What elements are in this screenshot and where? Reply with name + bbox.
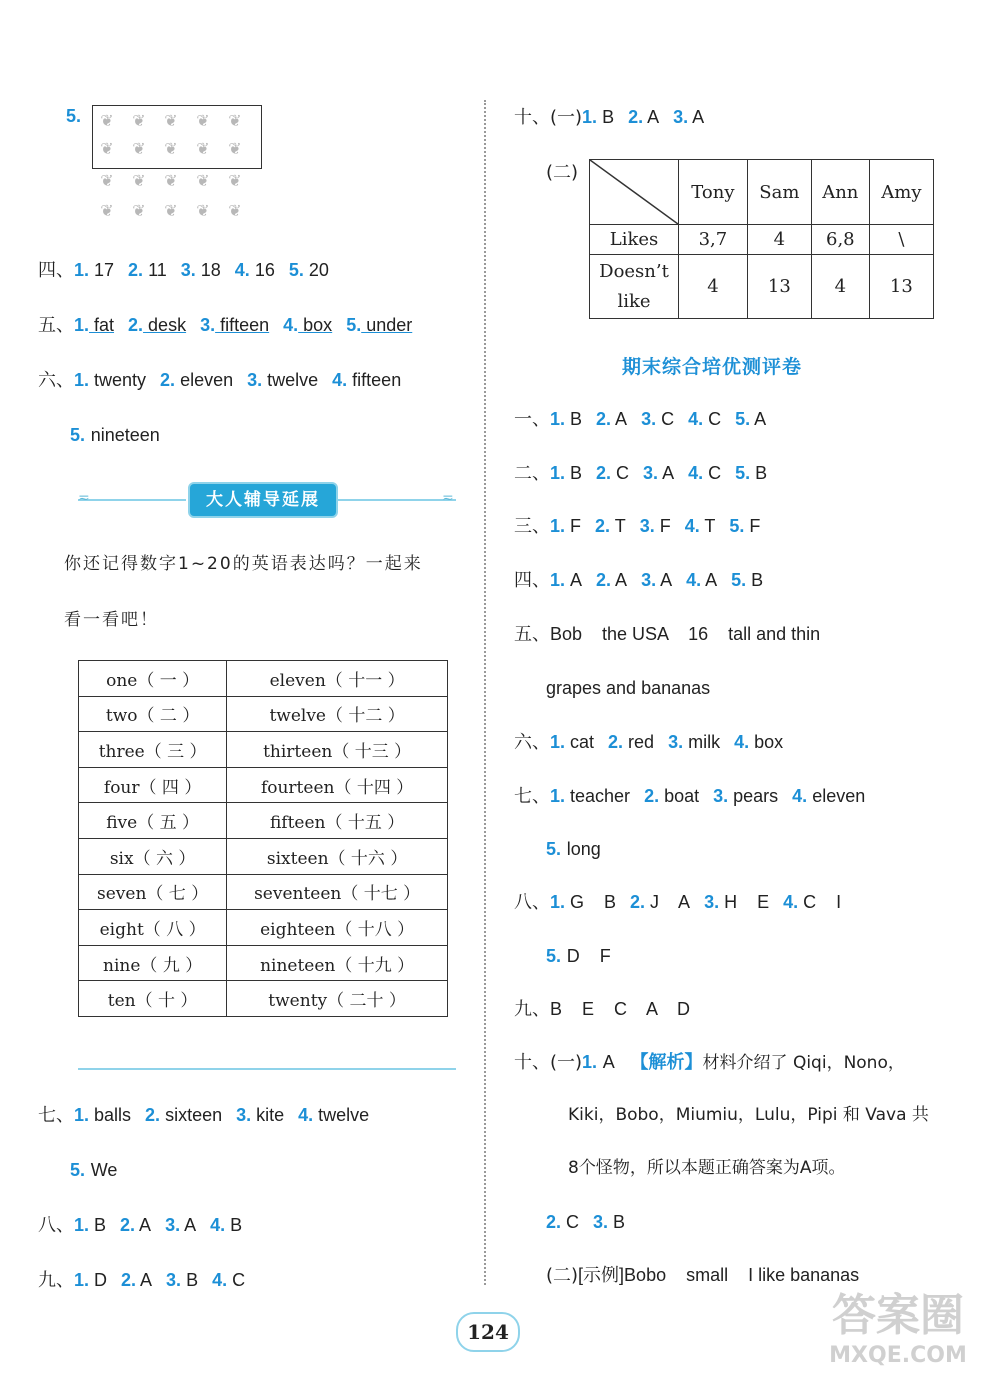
swan-icon: ❦ — [196, 139, 210, 158]
answer-text: fifteen — [215, 315, 270, 335]
table-row — [79, 910, 448, 946]
answer-text: A — [688, 107, 705, 127]
answer-number: 4. — [298, 1105, 314, 1125]
right-e8: 八、1. G B 2. J A 3. H E 4. C I — [514, 892, 842, 913]
table-row — [79, 767, 448, 803]
answer-number: 3. — [200, 315, 216, 335]
flourish-right-icon: ≂ — [442, 490, 454, 506]
answer-number: 1. — [550, 732, 566, 752]
answer-text: B — [565, 463, 583, 483]
swan-icon: ❦ — [164, 111, 178, 130]
intro-line1: 你还记得数字1~20的英语表达吗？一起来 — [64, 554, 423, 574]
answer-number: 3. — [593, 1212, 609, 1232]
answer-text: twelve — [262, 370, 319, 390]
answer-number: 3. — [165, 1215, 181, 1235]
answer-text: T — [610, 516, 626, 536]
table-row — [79, 981, 448, 1017]
answer-number: 2. — [644, 786, 660, 806]
table-cell: seven（ 七 ） — [79, 874, 227, 910]
answer-number: 1. — [550, 892, 566, 912]
table-cell: twelve（ 十二 ） — [227, 696, 448, 732]
table-cell: thirteen（ 十三 ） — [227, 732, 448, 768]
answer-item — [546, 1212, 579, 1233]
answer-item — [247, 370, 318, 391]
right-q10-1: 十、(一)1. B 2. A 3. A — [514, 107, 705, 128]
answer-item — [74, 315, 114, 336]
answer-text: boat — [659, 786, 700, 806]
explanation-line2: Kiki，Bobo，Miumiu，Lulu，Pipi 和 Vava 共 — [568, 1105, 929, 1125]
answer-text: A — [611, 409, 628, 429]
answer-item — [735, 409, 766, 430]
answer-number: 1. — [74, 370, 90, 390]
answer-item — [128, 260, 167, 281]
answer-number: 1. — [550, 409, 566, 429]
swan-icon: ❦ — [132, 111, 146, 130]
answer-number: 4. — [234, 260, 250, 280]
answer-item — [74, 260, 114, 281]
answer-item — [735, 463, 767, 484]
left-q5: 五、1. fat 2. desk 3. fifteen 4. box 5. under — [38, 315, 413, 336]
answer-text: 18 — [195, 260, 221, 280]
answer-item — [160, 370, 233, 391]
answer-number: 3. — [641, 570, 657, 590]
survey-header: Sam — [747, 160, 811, 225]
left-q4: 四、1. 17 2. 11 3. 18 4. 16 5. 20 — [38, 260, 329, 281]
answer-item — [120, 1215, 151, 1236]
answer-item — [346, 315, 412, 336]
answer-item — [673, 107, 704, 128]
answer-text: B — [225, 1215, 243, 1235]
swan-icon: ❦ — [228, 201, 242, 220]
survey-cell: 4 — [747, 225, 811, 255]
answer-text: B — [608, 1212, 626, 1232]
swan-icon: ❦ — [228, 139, 242, 158]
answer-text: B — [746, 570, 764, 590]
swan-icon: ❦ — [100, 139, 114, 158]
section-title: 期末综合培优测评卷 — [622, 356, 803, 378]
answer-text: B — [565, 409, 583, 429]
answer-text: F — [654, 516, 671, 536]
right-e5-line2: grapes and bananas — [546, 678, 711, 698]
answer-item — [596, 570, 627, 591]
answer-text: balls — [89, 1105, 132, 1125]
table-cell: twenty（ 二十 ） — [227, 981, 448, 1017]
swan-icon: ❦ — [196, 171, 210, 190]
answer-text: J A — [645, 892, 691, 912]
answer-item — [212, 1270, 245, 1291]
answer-item — [641, 409, 674, 430]
answer-item — [298, 1105, 369, 1126]
answer-text: box — [749, 732, 784, 752]
answer-number: 5. — [729, 516, 745, 536]
answer-item — [596, 463, 629, 484]
survey-corner — [590, 160, 679, 225]
answer-item — [145, 1105, 222, 1126]
answer-number: 5. — [735, 409, 751, 429]
swan-icon: ❦ — [132, 201, 146, 220]
answer-item — [74, 370, 146, 391]
answer-text: B — [89, 1215, 107, 1235]
answer-item — [235, 260, 275, 281]
table-cell: four（ 四 ） — [79, 767, 227, 803]
answer-text: A — [611, 570, 628, 590]
answer-number: 2. — [120, 1215, 136, 1235]
answer-item — [74, 1270, 107, 1291]
right-e1: 一、1. B 2. A 3. C 4. C 5. A — [514, 409, 767, 430]
right-e9: 九、B E C A D — [514, 999, 691, 1020]
answer-item — [181, 260, 221, 281]
analysis-tag: 【解析】 — [630, 1052, 703, 1073]
survey-header: Amy — [869, 160, 933, 225]
table-cell: ten（ 十 ） — [79, 981, 227, 1017]
watermark: 答案圈 MXQE.COM — [829, 1290, 967, 1368]
table-row — [79, 696, 448, 732]
answer-number: 1. — [550, 463, 566, 483]
answer-text: C I — [798, 892, 842, 912]
answer-number: 2. — [145, 1105, 161, 1125]
answer-item — [792, 786, 865, 807]
answer-text: F — [744, 516, 761, 536]
answer-number: 5. — [288, 260, 304, 280]
table-row — [79, 661, 448, 697]
left-q6: 六、1. twenty 2. eleven 3. twelve 4. fifteen — [38, 370, 402, 391]
answer-item — [550, 892, 616, 913]
right-e3: 三、1. F 2. T 3. F 4. T 5. F — [514, 516, 761, 537]
answer-text: red — [623, 732, 655, 752]
banner-end-line — [78, 1058, 456, 1070]
answer-text: H E — [719, 892, 770, 912]
answer-item — [640, 516, 671, 537]
table-cell: three（ 三 ） — [79, 732, 227, 768]
right-e2: 二、1. B 2. C 3. A 4. C 5. B — [514, 463, 768, 484]
answer-item — [582, 107, 614, 128]
table-cell: five（ 五 ） — [79, 803, 227, 839]
swan-icon: ❦ — [196, 201, 210, 220]
survey-cell: 13 — [747, 255, 811, 319]
answer-item — [236, 1105, 284, 1126]
table-cell: eight（ 八 ） — [79, 910, 227, 946]
answer-number: 2. — [128, 315, 144, 335]
answer-number: 4. — [283, 315, 299, 335]
answer-item — [166, 1270, 198, 1291]
answer-number: 4. — [783, 892, 799, 912]
answer-text: twelve — [313, 1105, 370, 1125]
survey-header: Ann — [811, 160, 869, 225]
right-e8-line2: 5. D F — [546, 946, 611, 966]
answer-text: C — [611, 463, 630, 483]
answer-text: teacher — [565, 786, 631, 806]
answer-text: 20 — [303, 260, 329, 280]
answer-item — [608, 732, 654, 753]
survey-cell: 3,7 — [679, 225, 748, 255]
answer-text: G B — [565, 892, 617, 912]
right-e6: 六、1. cat 2. red 3. milk 4. box — [514, 732, 784, 753]
answer-item — [283, 315, 332, 336]
answer-text: A — [565, 570, 583, 590]
answer-text: kite — [251, 1105, 285, 1125]
answer-item — [128, 315, 186, 336]
table-row — [79, 874, 448, 910]
answer-item — [200, 315, 269, 336]
answer-item — [550, 786, 630, 807]
answer-item — [644, 786, 699, 807]
left-q6-line2: 5. nineteen — [70, 425, 160, 445]
answer-text: twenty — [89, 370, 147, 390]
table-cell: nineteen（ 十九 ） — [227, 945, 448, 981]
table-cell: two（ 二 ） — [79, 696, 227, 732]
flourish-left-icon: ≂ — [78, 490, 90, 506]
answer-number: 2. — [596, 463, 612, 483]
answer-number: 5. — [735, 463, 751, 483]
answer-item — [686, 570, 717, 591]
answer-number: 1. — [550, 570, 566, 590]
answer-item — [595, 516, 626, 537]
table-row — [79, 838, 448, 874]
answer-item — [210, 1215, 242, 1236]
table-cell: eighteen（ 十八 ） — [227, 910, 448, 946]
left-q7-line2: 5. We — [70, 1160, 118, 1180]
table-row — [79, 945, 448, 981]
answer-text: B — [750, 463, 768, 483]
answer-item — [713, 786, 778, 807]
table-row — [79, 803, 448, 839]
answer-number: 4. — [792, 786, 808, 806]
numbers-table — [78, 660, 448, 1017]
answer-item — [121, 1270, 152, 1291]
table-cell: fourteen（ 十四 ） — [227, 767, 448, 803]
answer-number: 4. — [688, 463, 704, 483]
answer-text: D — [89, 1270, 108, 1290]
answer-number: 2. — [546, 1212, 562, 1232]
answer-number: 3. — [643, 463, 659, 483]
right-e5: 五、Bob the USA 16 tall and thin — [514, 624, 821, 645]
answer-text: C — [656, 409, 675, 429]
answer-item — [628, 107, 659, 128]
answer-number: 2. — [595, 516, 611, 536]
answer-text: under — [361, 315, 413, 335]
answer-number: 2. — [596, 570, 612, 590]
answer-text: box — [298, 315, 333, 335]
answer-text: A — [643, 107, 660, 127]
answer-text: C — [703, 463, 722, 483]
answer-text: eleven — [807, 786, 866, 806]
table-cell: eleven（ 十一 ） — [227, 661, 448, 697]
survey-cell: 4 — [811, 255, 869, 319]
answer-number: 4. — [212, 1270, 228, 1290]
column-divider — [484, 100, 486, 1285]
intro-line2: 看一看吧！ — [64, 610, 159, 630]
left-q9: 九、1. D 2. A 3. B 4. C — [38, 1270, 246, 1291]
table-cell: one（ 一 ） — [79, 661, 227, 697]
answer-number: 1. — [550, 786, 566, 806]
answer-item — [783, 892, 841, 913]
answer-number: 4. — [734, 732, 750, 752]
answer-number: 5. — [346, 315, 362, 335]
q5-label: 5. — [66, 106, 82, 126]
explanation-line3: 8个怪物，所以本题正确答案为A项。 — [568, 1158, 846, 1178]
swan-icon: ❦ — [196, 111, 210, 130]
answer-number: 1. — [74, 1105, 90, 1125]
left-q7: 七、1. balls 2. sixteen 3. kite 4. twelve — [38, 1105, 370, 1126]
answer-item — [332, 370, 401, 391]
answer-number: 1. — [74, 315, 90, 335]
answer-text: A — [750, 409, 767, 429]
answer-item — [289, 260, 329, 281]
answer-text: eleven — [175, 370, 234, 390]
answer-number: 2. — [121, 1270, 137, 1290]
answer-item — [596, 409, 627, 430]
answer-text: A — [180, 1215, 197, 1235]
banner-label: 大人辅导延展 — [188, 482, 338, 518]
answer-item — [593, 1212, 625, 1233]
answer-number: 1. — [582, 107, 598, 127]
answer-text: B — [181, 1270, 199, 1290]
answer-item — [685, 516, 716, 537]
answer-number: 2. — [128, 260, 144, 280]
survey-cell: 13 — [869, 255, 933, 319]
survey-row-label: Likes — [590, 225, 679, 255]
answer-number: 4. — [688, 409, 704, 429]
answer-number: 4. — [684, 516, 700, 536]
answer-item — [165, 1215, 196, 1236]
answer-text: fat — [89, 315, 115, 335]
swan-icon: ❦ — [100, 201, 114, 220]
right-e7: 七、1. teacher 2. boat 3. pears 4. eleven — [514, 786, 866, 807]
answer-text: sixteen — [160, 1105, 223, 1125]
answer-number: 1. — [74, 1270, 90, 1290]
answer-item — [641, 570, 672, 591]
answer-item — [729, 516, 760, 537]
answer-item — [704, 892, 769, 913]
table-cell: fifteen（ 十五 ） — [227, 803, 448, 839]
answer-number: 3. — [713, 786, 729, 806]
answer-number: 1. — [550, 516, 566, 536]
answer-number: 3. — [673, 107, 689, 127]
answer-item — [643, 463, 674, 484]
answer-text: desk — [143, 315, 187, 335]
answer-number: 3. — [639, 516, 655, 536]
answer-item — [550, 409, 582, 430]
answer-item — [668, 732, 720, 753]
answer-number: 2. — [160, 370, 176, 390]
answer-text: A — [136, 1270, 153, 1290]
answer-number: 2. — [630, 892, 646, 912]
table-cell: six（ 六 ） — [79, 838, 227, 874]
answer-number: 3. — [166, 1270, 182, 1290]
table-row — [79, 732, 448, 768]
answer-text: A — [658, 463, 675, 483]
answer-number: 4. — [210, 1215, 226, 1235]
right-e10-items — [546, 1210, 639, 1235]
answer-text: A — [656, 570, 673, 590]
right-e10-2: (二)[示例]Bobo small I like bananas — [546, 1265, 860, 1286]
answer-text: F — [565, 516, 582, 536]
answer-number: 4. — [332, 370, 348, 390]
answer-number: 4. — [686, 570, 702, 590]
swan-icon: ❦ — [164, 171, 178, 190]
swan-icon: ❦ — [164, 139, 178, 158]
answer-item — [550, 570, 582, 591]
survey-table — [589, 159, 934, 319]
answer-item — [74, 1215, 106, 1236]
page-number: 124 — [456, 1312, 520, 1352]
survey-row-label: Doesn’t like — [590, 255, 679, 319]
answer-item — [550, 732, 594, 753]
answer-text: 11 — [143, 260, 167, 280]
answer-number: 2. — [596, 409, 612, 429]
answer-text: C — [561, 1212, 580, 1232]
swan-icon: ❦ — [100, 171, 114, 190]
answer-item — [74, 1105, 131, 1126]
answer-text: A — [701, 570, 718, 590]
left-q8: 八、1. B 2. A 3. A 4. B — [38, 1215, 243, 1236]
table-cell: sixteen（ 十六 ） — [227, 838, 448, 874]
right-e10-1: 十、(一)1. A 【解析】材料介绍了 Qiqi，Nono， — [514, 1052, 905, 1073]
survey-cell: 4 — [679, 255, 748, 319]
answer-text: A — [135, 1215, 152, 1235]
answer-number: 2. — [628, 107, 644, 127]
q10-2-label: (二) — [546, 162, 579, 183]
answer-item — [688, 463, 721, 484]
answer-number: 3. — [641, 409, 657, 429]
right-e7-line2: 5. long — [546, 839, 601, 859]
answer-item — [550, 463, 582, 484]
answer-item — [734, 732, 783, 753]
right-e4: 四、1. A 2. A 3. A 4. A 5. B — [514, 570, 764, 591]
swan-icon: ❦ — [100, 111, 114, 130]
swan-icon: ❦ — [164, 201, 178, 220]
table-cell: nine（ 九 ） — [79, 945, 227, 981]
answer-number: 2. — [608, 732, 624, 752]
answer-item — [550, 516, 581, 537]
swan-icon: ❦ — [228, 171, 242, 190]
answer-text: T — [699, 516, 716, 536]
answer-text: C — [703, 409, 722, 429]
answer-number: 3. — [247, 370, 263, 390]
survey-cell: \ — [869, 225, 933, 255]
answer-text: cat — [565, 732, 595, 752]
swan-icon: ❦ — [132, 139, 146, 158]
answer-text: 17 — [89, 260, 115, 280]
swan-icon: ❦ — [228, 111, 242, 130]
survey-header: Tony — [679, 160, 748, 225]
answer-number: 1. — [74, 1215, 90, 1235]
answer-number: 5. — [731, 570, 747, 590]
swan-icon: ❦ — [132, 171, 146, 190]
answer-text: milk — [683, 732, 721, 752]
answer-number: 3. — [704, 892, 720, 912]
answer-item — [630, 892, 690, 913]
answer-text: C — [227, 1270, 246, 1290]
answer-text: B — [597, 107, 615, 127]
answer-number: 3. — [668, 732, 684, 752]
table-cell: seventeen（ 十七 ） — [227, 874, 448, 910]
answer-text: 16 — [249, 260, 275, 280]
answer-number: 3. — [180, 260, 196, 280]
answer-text: pears — [728, 786, 779, 806]
answer-number: 3. — [236, 1105, 252, 1125]
answer-number: 1. — [74, 260, 90, 280]
answer-item — [688, 409, 721, 430]
answer-text: fifteen — [347, 370, 402, 390]
answer-item — [731, 570, 763, 591]
survey-cell: 6,8 — [811, 225, 869, 255]
banner — [78, 482, 456, 516]
